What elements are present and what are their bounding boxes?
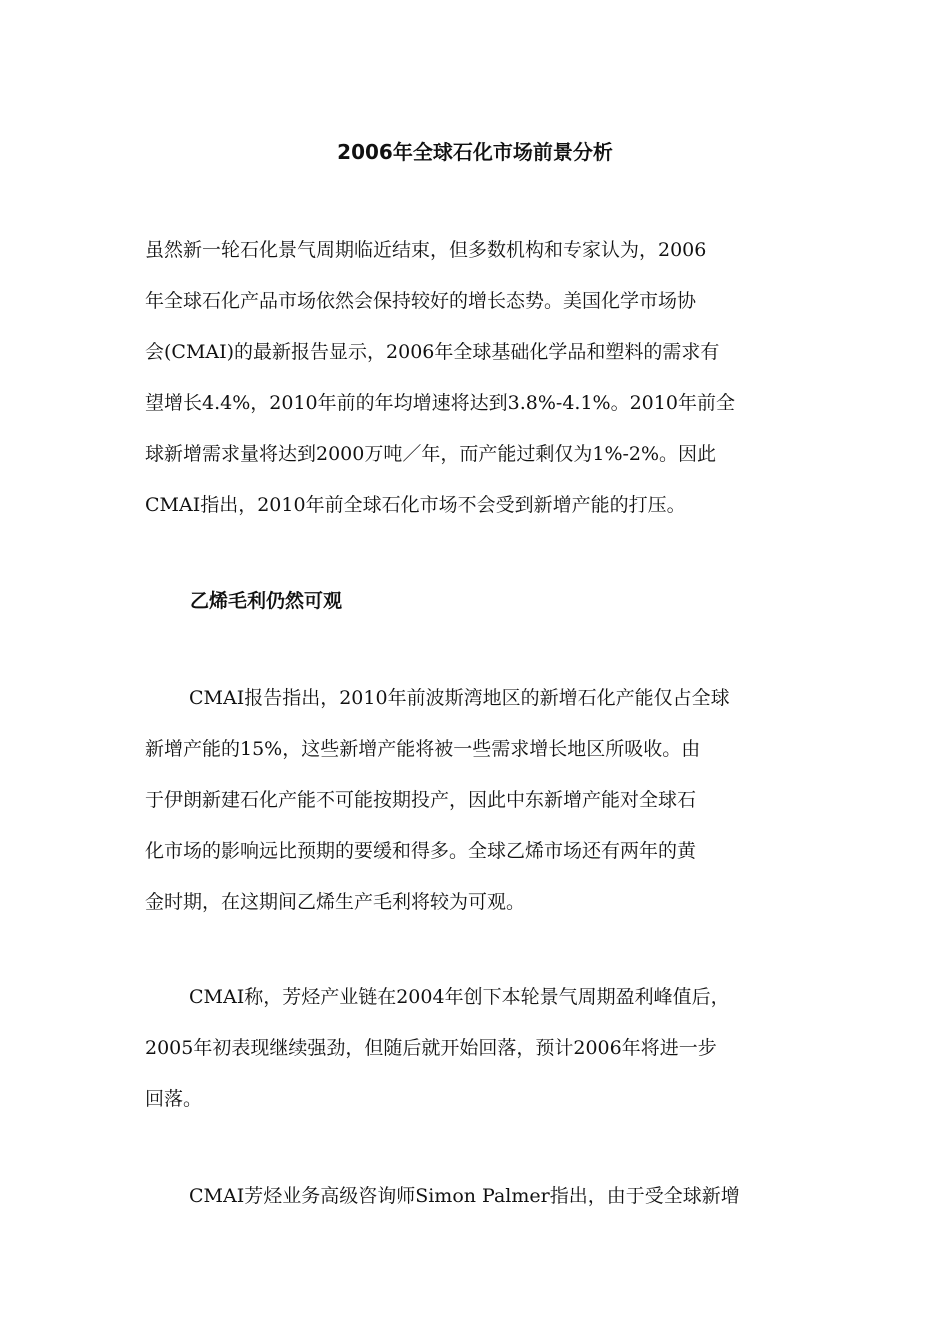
text-line: CMAI称，芳烃产业链在2004年创下本轮景气周期盈利峰值后， xyxy=(189,986,730,1008)
text-line: CMAI报告指出，2010年前波斯湾地区的新增石化产能仅占全球 xyxy=(189,687,730,709)
intro-paragraph xyxy=(145,225,810,531)
text-line: 球新增需求量将达到2000万吨／年，而产能过剩仅为1%-2%。因此 xyxy=(145,443,717,465)
text-line: 望增长4.4%，2010年前的年均增速将达到3.8%-4.1%。2010年前全 xyxy=(145,392,735,414)
text-line: CMAI指出，2010年前全球石化市场不会受到新增产能的打压。 xyxy=(145,494,686,516)
text-line: 年全球石化产品市场依然会保持较好的增长态势。美国化学市场协 xyxy=(145,290,697,312)
document-title: 2006年全球石化市场前景分析 xyxy=(337,140,613,164)
text-line: 于伊朗新建石化产能不可能按期投产，因此中东新增产能对全球石 xyxy=(145,789,697,811)
text-line: 回落。 xyxy=(145,1088,203,1110)
text-line: 化市场的影响远比预期的要缓和得多。全球乙烯市场还有两年的黄 xyxy=(145,840,697,862)
section-paragraph xyxy=(145,673,810,928)
text-line: 金时期，在这期间乙烯生产毛利将较为可观。 xyxy=(145,891,526,913)
section-paragraph xyxy=(145,972,810,1125)
text-line: 虽然新一轮石化景气周期临近结束，但多数机构和专家认为，2006 xyxy=(145,239,707,261)
section-heading: 乙烯毛利仍然可观 xyxy=(190,590,343,612)
text-line: 2005年初表现继续强劲，但随后就开始回落，预计2006年将进一步 xyxy=(145,1037,717,1059)
section-paragraph xyxy=(145,1171,810,1222)
text-line: 新增产能的15%，这些新增产能将被一些需求增长地区所吸收。由 xyxy=(145,738,701,760)
text-line: 会(CMAI)的最新报告显示，2006年全球基础化学品和塑料的需求有 xyxy=(145,341,720,363)
text-line: CMAI芳烃业务高级咨询师Simon Palmer指出，由于受全球新增 xyxy=(189,1185,740,1207)
